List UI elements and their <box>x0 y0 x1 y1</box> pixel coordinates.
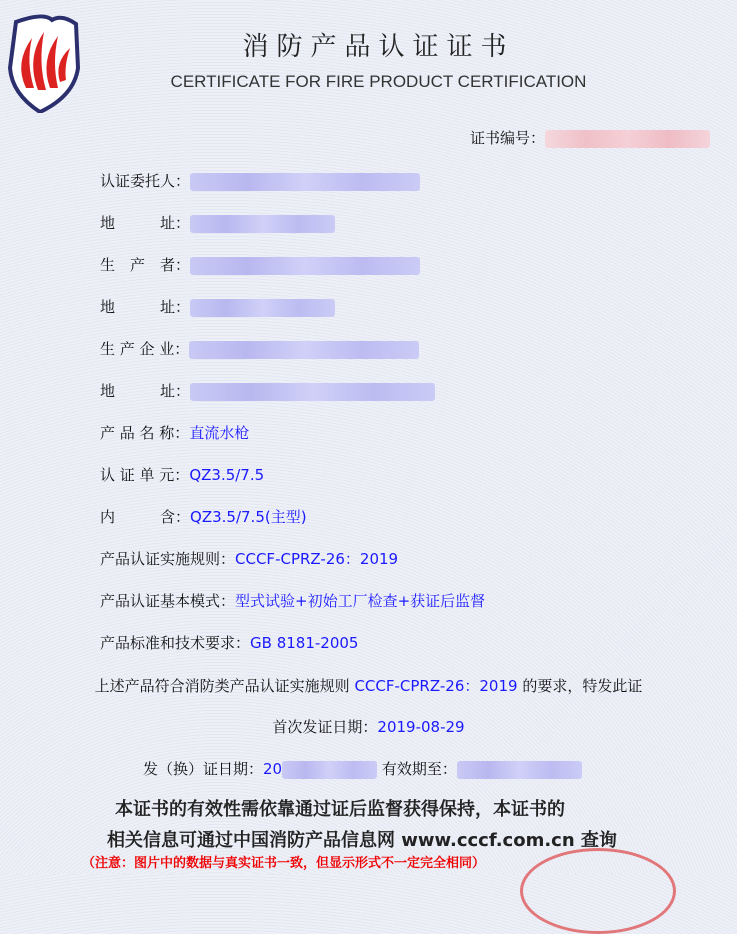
statement-rule: CCCF-CPRZ-26：2019 <box>354 677 518 695</box>
first-issue-value: 2019-08-29 <box>377 718 465 736</box>
statement-prefix: 上述产品符合消防类产品认证实施规则 <box>94 677 355 695</box>
redacted-value <box>190 257 420 275</box>
issue-date-label: 发（换）证日期： <box>143 760 264 778</box>
field-includes <box>100 507 307 527</box>
official-seal <box>520 848 676 934</box>
redacted-value <box>282 761 377 779</box>
field-standard <box>100 633 358 653</box>
field-cert-unit <box>100 465 264 485</box>
field-label: 地 址： <box>100 382 191 400</box>
field-label: 产 品 名 称： <box>100 424 190 442</box>
first-issue-label: 首次发证日期： <box>272 718 378 736</box>
field-applicant <box>100 171 420 191</box>
field-manufacturer <box>100 255 420 275</box>
certificate-title: 消防产品认证证书 <box>242 32 515 62</box>
valid-until-label: 有效期至： <box>381 760 457 778</box>
statement-suffix: 的要求，特发此证 <box>517 677 643 695</box>
field-factory-address <box>100 381 435 401</box>
footer-line-2: 相关信息可通过中国消防产品信息网 www.cccf.com.cn 查询 <box>107 830 617 851</box>
field-value: QZ3.5/7.5(主型) <box>190 508 307 526</box>
redacted-value <box>190 173 420 191</box>
redacted-value <box>190 299 335 317</box>
redacted-value <box>190 383 435 401</box>
field-label: 内 含： <box>100 508 191 526</box>
field-manufacturer-address <box>100 297 335 317</box>
compliance-statement <box>0 676 737 696</box>
field-label: 产品认证基本模式： <box>100 592 236 610</box>
field-mode <box>100 591 485 611</box>
redacted-value <box>189 341 419 359</box>
issue-date-row <box>143 759 582 779</box>
field-label: 认证委托人： <box>100 172 191 190</box>
field-label: 地 址： <box>100 298 191 316</box>
field-rules <box>100 549 398 569</box>
field-factory <box>100 339 419 359</box>
field-value: GB 8181-2005 <box>250 634 359 652</box>
field-label: 产品标准和技术要求： <box>100 634 251 652</box>
field-label: 产品认证实施规则： <box>100 550 236 568</box>
field-applicant-address <box>100 213 335 233</box>
field-product-name <box>100 423 249 443</box>
field-label: 地 址： <box>100 214 191 232</box>
cert-number-label: 证书编号： <box>470 129 546 147</box>
field-value: 直流水枪 <box>189 424 250 442</box>
field-label: 生 产 企 业： <box>100 340 190 358</box>
field-label: 认 证 单 元： <box>100 466 190 484</box>
disclaimer-note: （注意：图片中的数据与真实证书一致，但显示形式不一定完全相同） <box>82 856 486 871</box>
field-value: QZ3.5/7.5 <box>189 466 265 484</box>
issue-date-prefix: 20 <box>263 760 283 778</box>
cert-number-redacted <box>545 130 710 148</box>
cert-number-row <box>470 128 710 148</box>
certificate-subtitle: CERTIFICATE FOR FIRE PRODUCT CERTIFICATION <box>170 72 587 91</box>
redacted-value <box>457 761 582 779</box>
field-label: 生 产 者： <box>100 256 191 274</box>
field-value: CCCF-CPRZ-26：2019 <box>235 550 399 568</box>
footer-line-1: 本证书的有效性需依靠通过证后监督获得保持，本证书的 <box>115 799 565 820</box>
first-issue-date <box>0 717 737 737</box>
field-value: 型式试验+初始工厂检查+获证后监督 <box>235 592 486 610</box>
redacted-value <box>190 215 335 233</box>
